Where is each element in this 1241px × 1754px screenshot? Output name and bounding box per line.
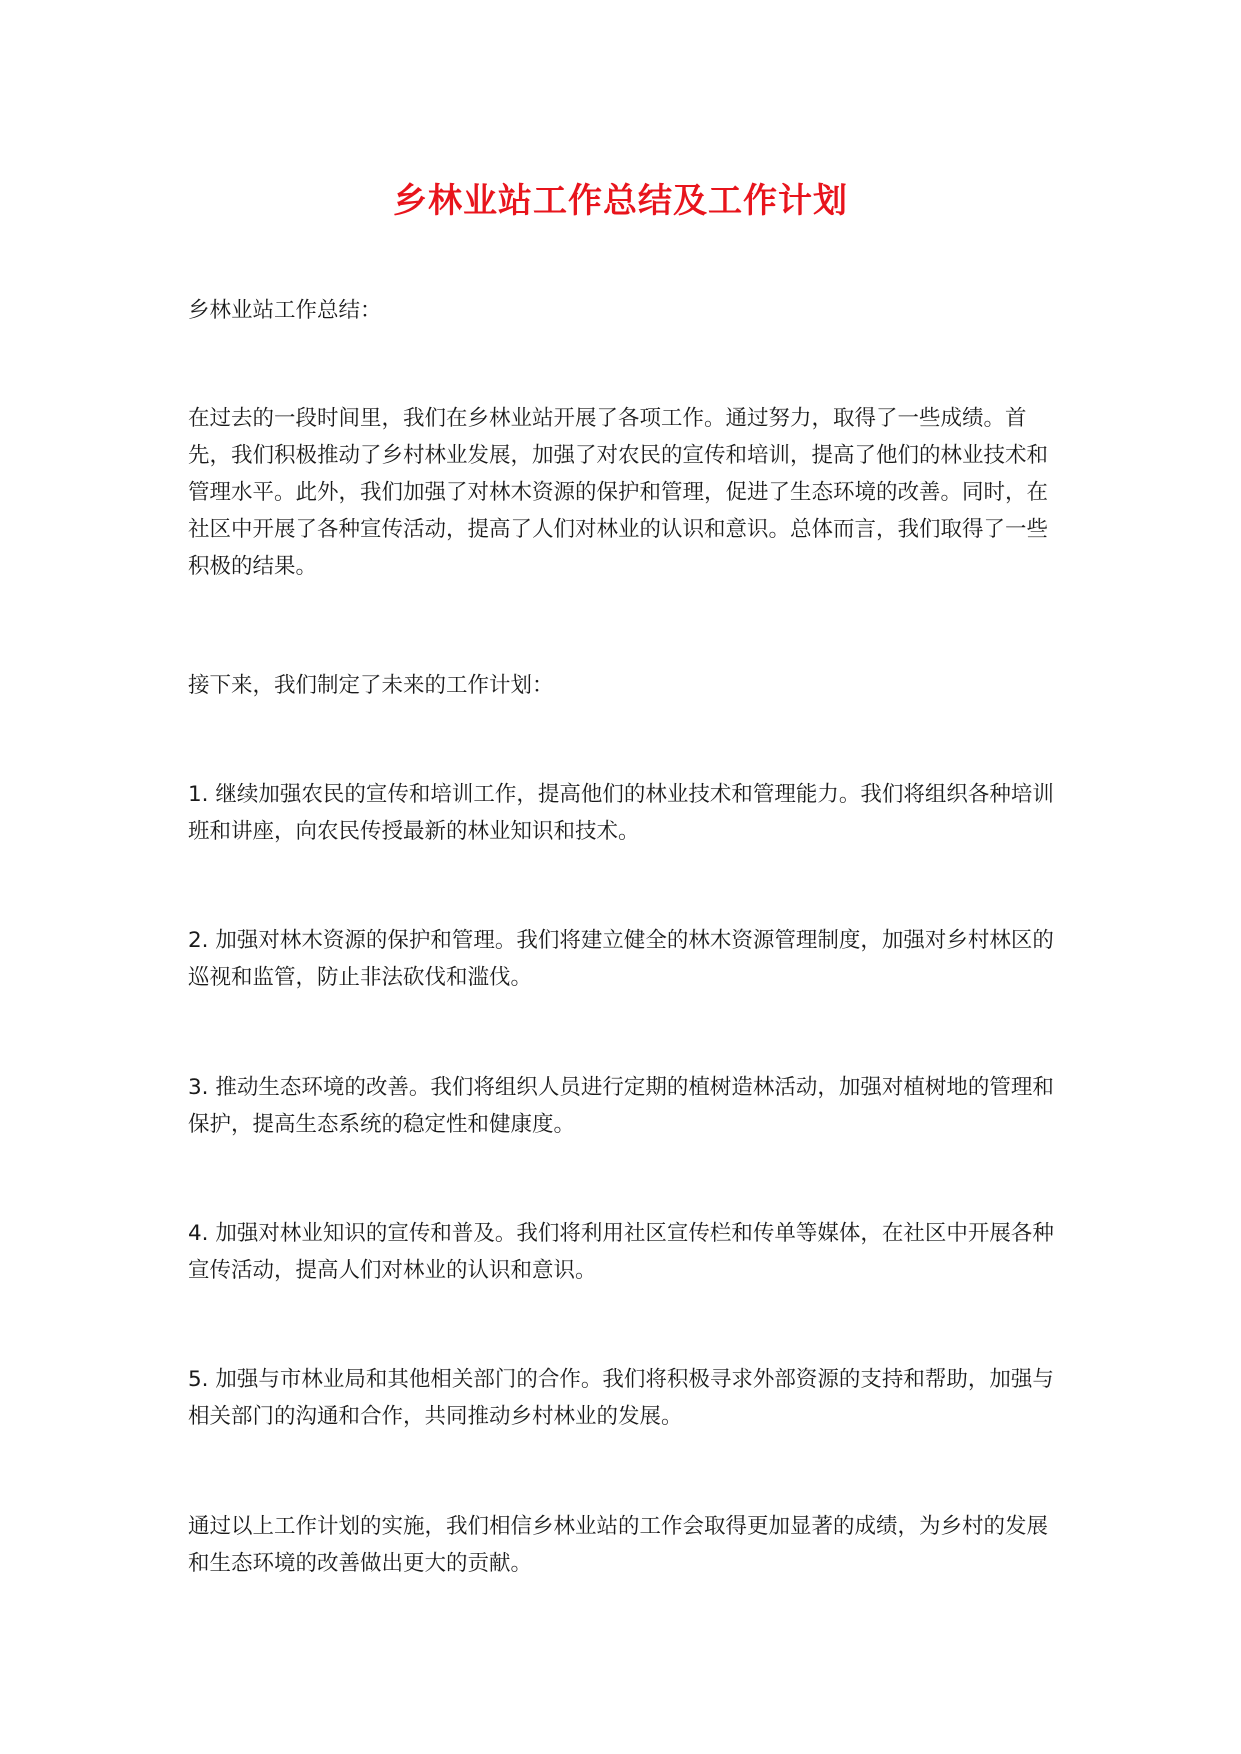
summary-paragraph: 在过去的一段时间里，我们在乡林业站开展了各项工作。通过努力，取得了一些成绩。首先，我们积极推动了乡村林业发展，加强了对农民的宣传和培训，提高了他们的林业技术和管理水平。此外，我们加强了对林木资源的保护和管理，促进了生态环境的改善。同时，在社区中开展了各种宣传活动，提高了人们对林业的认识和意识。总体而言，我们取得了一些积极的结果。 <box>188 406 1049 579</box>
summary-heading: 乡林业站工作总结： <box>188 298 382 323</box>
plan-item-3: 3. 推动生态环境的改善。我们将组织人员进行定期的植树造林活动，加强对植树地的管理和保护，提高生态系统的稳定性和健康度。 <box>188 1075 1054 1137</box>
plan-item-4: 4. 加强对林业知识的宣传和普及。我们将利用社区宣传栏和传单等媒体，在社区中开展各种宣传活动，提高人们对林业的认识和意识。 <box>188 1221 1054 1283</box>
closing-paragraph: 通过以上工作计划的实施，我们相信乡林业站的工作会取得更加显著的成绩，为乡村的发展和生态环境的改善做出更大的贡献。 <box>188 1514 1049 1576</box>
plan-item-2: 2. 加强对林木资源的保护和管理。我们将建立健全的林木资源管理制度，加强对乡村林区的巡视和监管，防止非法砍伐和滥伐。 <box>188 928 1054 990</box>
plan-item-1: 1. 继续加强农民的宣传和培训工作，提高他们的林业技术和管理能力。我们将组织各种培训班和讲座，向农民传授最新的林业知识和技术。 <box>188 782 1054 844</box>
document-title: 乡林业站工作总结及工作计划 <box>393 181 848 221</box>
plan-intro: 接下来，我们制定了未来的工作计划： <box>188 673 554 698</box>
plan-item-5: 5. 加强与市林业局和其他相关部门的合作。我们将积极寻求外部资源的支持和帮助，加强与相关部门的沟通和合作，共同推动乡村林业的发展。 <box>188 1367 1054 1429</box>
